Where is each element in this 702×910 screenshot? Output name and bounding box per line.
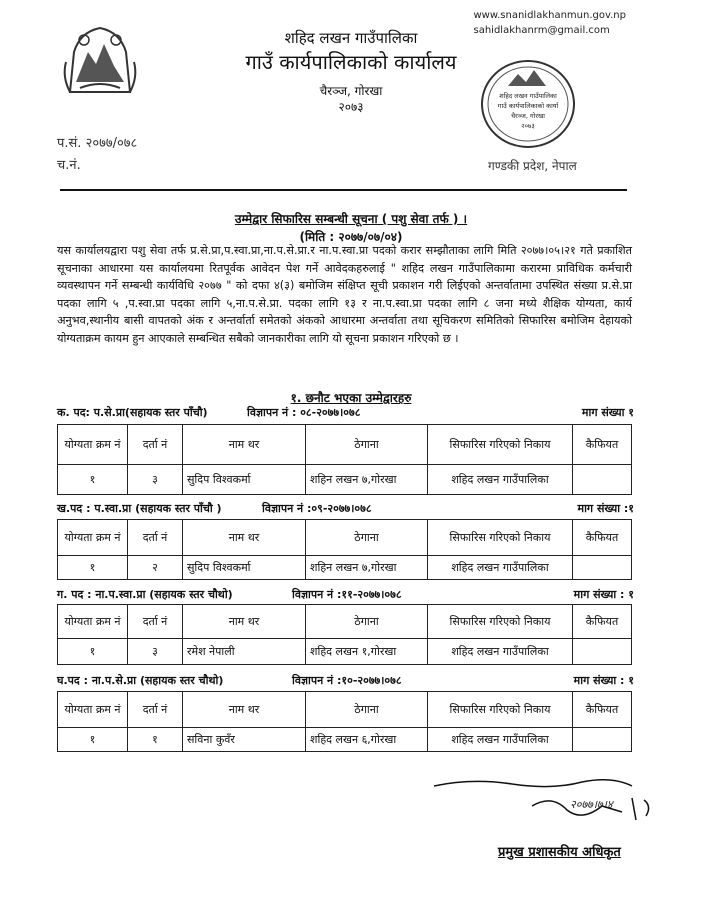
cell-name: सुदिप विश्वकर्मा [183,556,306,580]
header-divider [60,189,627,191]
cell-address: शहिन लखन ७,गोरखा [306,465,428,495]
cell-agency: शहिद लखन गाउँपालिका [428,465,573,495]
col-reg: दर्ता नं [128,520,183,556]
col-reg: दर्ता नं [128,425,183,465]
cell-agency: शहिद लखन गाउँपालिका [428,728,573,752]
col-agency: सिफारिस गरिएको निकाय [428,425,573,465]
cell-rank: १ [58,556,128,580]
dispatch-number: च.नं. [57,158,81,173]
office-year: २०७३ [338,100,364,114]
col-rank: योग्यता क्रम नं [58,692,128,728]
cell-remarks [573,728,632,752]
section-heading: १. छनौट भएका उम्मेद्वारहरु [290,391,412,405]
email-text: sahidlakhanrm@gmail.com [473,25,610,36]
table-row [58,728,632,752]
advertisement-number: विज्ञापन नं : ०८-२०७७।०७८ [247,406,361,419]
cell-reg: ३ [128,639,183,665]
svg-text:शहिद लखन गाउँपालिका: शहिद लखन गाउँपालिका [499,92,557,100]
cell-agency: शहिद लखन गाउँपालिका [428,556,573,580]
cell-address: शहिद लखन १,गोरखा [306,639,428,665]
post-name: घ.पद : ना.प.से.प्रा (सहायक स्तर चौथो) [57,674,224,687]
cell-rank: १ [58,639,128,665]
office-place: चैरञ्ज, गोरखा [319,84,383,98]
demand-count: माग संख्या १ [581,406,634,419]
cell-reg: २ [128,556,183,580]
signatory-title: प्रमुख प्रशासकीय अधिकृत [498,845,621,860]
col-rank: योग्यता क्रम नं [58,605,128,639]
post-name: ख.पद : प.स्वा.प्रा (सहायक स्तर पाँचौ ) [57,502,222,515]
col-agency: सिफारिस गरिएको निकाय [428,692,573,728]
signature-date: २०७७।७।४ [570,798,613,811]
col-name: नाम थर [183,520,306,556]
table-row [58,639,632,665]
cell-address: शहिद लखन ६,गोरखा [306,728,428,752]
svg-text:चैरञ्ज, गोरखा: चैरञ्ज, गोरखा [511,112,545,120]
col-remarks: कैफियत [573,605,632,639]
post-name: क. पद: प.से.प्रा(सहायक स्तर पाँचौ) [57,406,208,419]
cell-reg: ३ [128,465,183,495]
reference-number: प.सं. २०७७/०७८ [57,136,138,151]
handwritten-signature [432,776,662,846]
demand-count: माग संख्या :१ [577,502,634,515]
col-reg: दर्ता नं [128,692,183,728]
table-header-row [58,692,632,728]
col-rank: योग्यता क्रम नं [58,425,128,465]
cell-name: सविना कुवँर [183,728,306,752]
table-header-row [58,520,632,556]
office-name: गाउँ कार्यपालिकाको कार्यालय [245,50,457,74]
cell-remarks [573,639,632,665]
col-address: ठेगाना [306,425,428,465]
col-address: ठेगाना [306,605,428,639]
table-row [58,556,632,580]
candidate-table [57,691,632,752]
cell-rank: १ [58,728,128,752]
advertisement-number: विज्ञापन नं :११-२०७७।०७८ [292,588,402,601]
table-header-row [58,605,632,639]
col-remarks: कैफियत [573,692,632,728]
svg-text:२०७३: २०७३ [521,122,535,130]
table-header-row [58,425,632,465]
table-row [58,465,632,495]
col-name: नाम थर [183,425,306,465]
cell-remarks [573,465,632,495]
demand-count: माग संख्या : १ [573,674,634,687]
cell-address: शहिन लखन ७,गोरखा [306,556,428,580]
province-name: गण्डकी प्रदेश, नेपाल [488,159,577,173]
notice-title: उम्मेद्वार सिफारिस सम्बन्धी सूचना ( पशु सेवा तर्फ ) । [234,212,468,226]
office-stamp [478,56,578,151]
demand-count: माग संख्या : १ [573,588,634,601]
cell-remarks [573,556,632,580]
cell-agency: शहिद लखन गाउँपालिका [428,639,573,665]
col-reg: दर्ता नं [128,605,183,639]
advertisement-number: विज्ञापन नं :०९-२०७७।०७८ [262,502,372,515]
col-agency: सिफारिस गरिएको निकाय [428,520,573,556]
notice-body: यस कार्यालयद्वारा पशु सेवा तर्फ प्र.से.प्रा,प.स्वा.प्रा,ना.प.से.प्रा.र ना.प.स्वा.प्रा पदको करार सम्झौताका लागि मिति २०७७।०५।२१ गते प्रकाशित सूचनाका आधारमा यस कार्यालयमा रितपूर्वक आवेदन पेश गर्ने आवेदकहरुलाई " शहिद लखन गाउँपालिकामा करारमा प्राविधिक कर्मचारी व्यवस्थापन गर्ने सम्बन्धी कार्यविधि २०७७ " को दफा ४(३) बमोजिम संक्षिप्त सूची प्रकाशन गरी लिईएको अन्तर्वातामा उपस्थित संख्या प्र.से.प्रा पदका लागि ५ ,प.स्वा.प्रा पदका लागि ५,ना.प.से.प्रा. पदका लागि १३ र ना.प.स्वा.प्रा पदका लागि ८ जना मध्ये शैक्षिक योग्यता, कार्य अनुभव,स्थानीय बासी वापतको अंक र अन्तर्वार्ता समेतको अंकको आधारमा अन्तर्वाता तथा सूचिकरण समितिको सिफारिस बमोजिम देहायको योग्यताक्रम कायम हुन आएकाले सम्बन्धित सबैको जानकारीका लागि यो सूचना प्रकाशन गरिएको छ । [57,244,632,345]
candidate-table [57,424,632,495]
col-name: नाम थर [183,605,306,639]
col-address: ठेगाना [306,692,428,728]
municipality-name: शहिद लखन गाउँपालिका [284,29,418,47]
col-remarks: कैफियत [573,425,632,465]
col-agency: सिफारिस गरिएको निकाय [428,605,573,639]
col-remarks: कैफियत [573,520,632,556]
cell-name: रमेश नेपाली [183,639,306,665]
website-text: www.snanidlakhanmun.gov.np [473,10,626,21]
candidate-table [57,604,632,665]
cell-rank: १ [58,465,128,495]
col-name: नाम थर [183,692,306,728]
cell-reg: १ [128,728,183,752]
col-rank: योग्यता क्रम नं [58,520,128,556]
candidate-table [57,519,632,580]
cell-name: सुदिप विश्वकर्मा [183,465,306,495]
post-name: ग. पद : ना.प.स्वा.प्रा (सहायक स्तर चौथो) [57,588,233,601]
notice-date: (मिति : २०७७/०७/०४) [299,230,403,244]
advertisement-number: विज्ञापन नं :१०-२०७७।०७८ [292,674,402,687]
svg-text:गाउँ कार्यपालिकाको कार्या: गाउँ कार्यपालिकाको कार्या [497,102,559,110]
col-address: ठेगाना [306,520,428,556]
